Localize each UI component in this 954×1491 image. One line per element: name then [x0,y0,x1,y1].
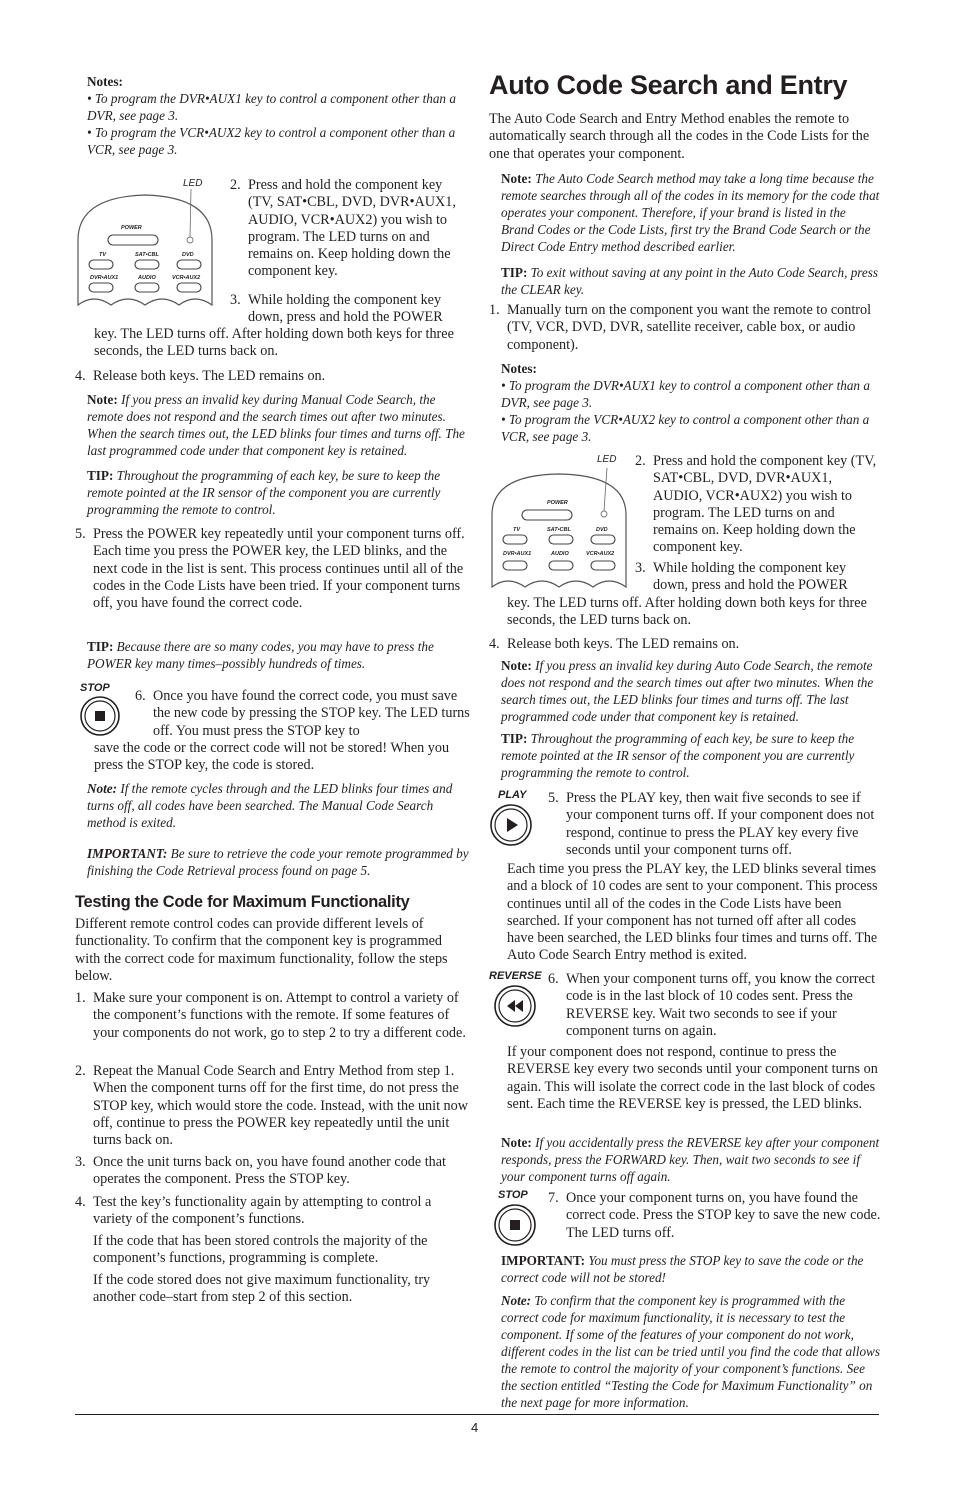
step-2: 2. Press and hold the component key (TV, SAT•CBL, DVD, DVR•AUX1, AUDIO, VCR•AUX2) you wish to program. The LED turns on and remains on. Keep holding down the component key. [230,177,456,280]
note-auto-search-time: Note: The Auto Code Search method may take a long time because the remote searches through all of the codes in its memory for the code that operates your component. Therefore, if your brand is listed in the Brand Codes or the Code Lists, first try the Brand Code Search or the Direct Code Entry method described earlier. [501,171,880,254]
step-4: 4. Release both keys. The LED remains on. [75,368,326,384]
notes-block [87,73,467,158]
tv-key-label: TV [99,252,107,258]
satcbl-key-label: SAT•CBL [547,527,571,533]
testing-intro: Different remote control codes can provide different levels of functionality. To confirm that the component key is programmed with the correct code for maximum functionality, follow the steps below. [75,916,448,984]
dvraux1-key-label: DVR•AUX1 [503,551,532,557]
rewind-icon [493,984,537,1028]
stop-key-label: STOP [80,682,110,694]
note-vcr-aux2: • To program the VCR•AUX2 key to control a component other than a VCR, see page 3. [501,412,870,444]
auto-step-6-detail: If your component does not respond, continue to press the REVERSE key every two seconds until your component turns on again. This will isolate the correct code in the last block of codes sent. Each time the REVERSE key is pressed, the LED blinks. [507,1044,878,1112]
testing-step-3: 3. Once the unit turns back on, you have found another code that operates the component. Press the STOP key. [75,1154,447,1188]
dvd-key-label: DVD [182,252,194,258]
step-6-continued: save the code or the correct code will not be stored! When you press the STOP key, the code is stored. [94,740,450,774]
note-vcr-aux2: • To program the VCR•AUX2 key to control a component other than a VCR, see page 3. [87,125,456,157]
testing-step-4-retry: If the code stored does not give maximum functionality, try another code–start from step 2 of this section. [93,1272,431,1306]
step-3-continued: key. The LED turns off. After holding down both keys for three seconds, the LED turns back on. [94,326,454,360]
auto-step-6: 6. When your component turns off, you know the correct code is in the last block of 10 codes sent. Press the REVERSE key. Wait two seconds to see if your component turns on again. [548,971,876,1039]
stop-icon [79,695,121,737]
testing-step-4-complete: If the code that has been stored controls the majority of the component’s functions, programming is complete. [93,1233,428,1267]
notes-title: Notes: [501,361,537,376]
dvraux1-key-label: DVR•AUX1 [90,275,119,281]
testing-step-1: 1. Make sure your component is on. Attempt to control a variety of the component’s functions with the remote. If some features of your components do not work, go to step 2 to try a different code. [75,990,466,1041]
tip-ir-sensor-auto: TIP: Throughout the programming of each key, be sure to keep the remote pointed at the IR sensor of the component you are currently programming the remote to control. [501,731,855,780]
page-number: 4 [471,1420,479,1435]
stop-key-illustration [493,1189,539,1249]
note-invalid-key: Note: If you press an invalid key during Manual Code Search, the remote does not respond and the search times out after two minutes. When the search times out, the LED blinks four times and turns off. The last programmed code under that component key is retained. [87,392,465,458]
footer-divider [75,1414,879,1415]
auto-step-7: 7. Once your component turns on, you have found the correct code. Press the STOP key to save the new code. The LED turns off. [548,1190,881,1241]
auto-step-4: 4. Release both keys. The LED remains on. [489,636,740,652]
step-6: 6. Once you have found the correct code, you must save the new code by pressing the STOP key. The LED turns off. You must press the STOP key to [135,688,470,739]
auto-step-3-continued: key. The LED turns off. After holding down both keys for three seconds, the LED turns back on. [507,595,867,629]
notes-title: Notes: [87,74,123,89]
testing-step-4: 4. Test the key’s functionality again by attempting to control a variety of the component’s functions. [75,1194,432,1228]
note-invalid-key-auto: Note: If you press an invalid key during Auto Code Search, the remote does not respond and the search times out after two minutes. When the search times out, the LED blinks four times and turns off. The last programmed code under that component key is retained. [501,658,874,724]
audio-key-label: AUDIO [138,275,156,281]
auto-step-1: 1. Manually turn on the component you want the remote to control (TV, VCR, DVD, DVR, satellite receiver, cable box, or audio component). [489,302,872,353]
remote-illustration [75,175,220,315]
power-key-label: POWER [547,500,568,506]
note-dvr-aux1: • To program the DVR•AUX1 key to control a component other than a DVR, see page 3. [501,378,870,410]
play-key-label: PLAY [498,789,527,801]
page-title: Auto Code Search and Entry [489,70,848,100]
dvd-key-label: DVD [596,527,608,533]
satcbl-key-label: SAT•CBL [135,252,159,258]
note-cycle-complete: Note: If the remote cycles through and the LED blinks four times and turns off, all codes have been searched. The Manual Code Search method is exited. [87,781,453,830]
stop-key-label: STOP [498,1189,528,1201]
reverse-key-illustration [489,970,545,1030]
testing-step-2: 2. Repeat the Manual Code Search and Entry Method from step 1. When the component turns off for the first time, do not press the STOP key, which would store the code. Instead, with the unit now off, continue to press the POWER key repeatedly until the unit turns back on. [75,1063,468,1149]
remote-illustration [489,450,634,590]
testing-heading: Testing the Code for Maximum Functionality [75,893,410,911]
led-label: LED [183,178,203,189]
note-forward-key: Note: If you accidentally press the REVERSE key after your component responds, press the FORWARD key. Then, wait two seconds to see if your component turns off again. [501,1135,880,1184]
reverse-key-label: REVERSE [489,970,542,982]
tv-key-label: TV [513,527,521,533]
important-retrieve-code: IMPORTANT: Be sure to retrieve the code your remote programmed by finishing the Code Retrieval process found on page 5. [87,846,469,878]
stop-icon [493,1203,537,1247]
note-test-component: Note: To confirm that the component key is programmed with the correct code for maximum functionality, it is necessary to test the component. If some of the features of your component do not work, different codes in the list can be tried until you find the code that allows the remote to control the majority of your component’s functions. See the section entitled “Testing the Code for Maximum Functionality” on the next page for more information. [501,1293,880,1410]
auto-step-2: 2. Press and hold the component key (TV, SAT•CBL, DVD, DVR•AUX1, AUDIO, VCR•AUX2) you wish to program. The LED turns on and remains on. Keep holding down the component key. [635,453,877,556]
play-icon [489,803,533,847]
note-dvr-aux1: • To program the DVR•AUX1 key to control a component other than a DVR, see page 3. [87,91,456,123]
auto-step-5-detail: Each time you press the PLAY key, the LED blinks several times and a block of 10 codes are sent to your component. This process continues until all of the codes in the Code Lists have been searched. If your component has not turned off after all codes have been searched, the LED blinks four times and turns off. The Auto Code Search Entry method is exited. [507,861,878,964]
play-key-illustration [489,789,535,849]
auto-step-3: 3. While holding the component key down, press and hold the POWER [635,560,848,594]
step-3: 3. While holding the component key down, press and hold the POWER [230,292,443,326]
tip-many-codes: TIP: Because there are so many codes, you may have to press the POWER key many times–possibly hundreds of times. [87,639,434,671]
intro-paragraph: The Auto Code Search and Entry Method enables the remote to automatically search through all the codes in the Code Lists for the one that operates your component. [489,111,870,162]
vcraux2-key-label: VCR•AUX2 [172,275,201,281]
important-stop-key: IMPORTANT: You must press the STOP key to save the code or the correct code will not be stored! [501,1253,864,1285]
notes-block-right [501,360,881,445]
tip-clear-key: TIP: To exit without saving at any point in the Auto Code Search, press the CLEAR key. [501,265,879,297]
led-label: LED [597,454,617,465]
tip-ir-sensor: TIP: Throughout the programming of each key, be sure to keep the remote pointed at the IR sensor of the component you are currently programming the remote to control. [87,468,441,517]
power-key-label: POWER [121,225,142,231]
step-5: 5. Press the POWER key repeatedly until your component turns off. Each time you press the POWER key, the LED blinks, and the next code in the list is sent. This process continues until all of the codes in the Code Lists have been tried. If your component turns off, you have found the correct code. [75,526,465,612]
vcraux2-key-label: VCR•AUX2 [586,551,615,557]
stop-key-illustration [79,682,123,738]
audio-key-label: AUDIO [551,551,569,557]
auto-step-5: 5. Press the PLAY key, then wait five seconds to see if your component turns off. If your component does not respond, continue to press the PLAY key every five seconds until your component turns off. [548,790,875,858]
